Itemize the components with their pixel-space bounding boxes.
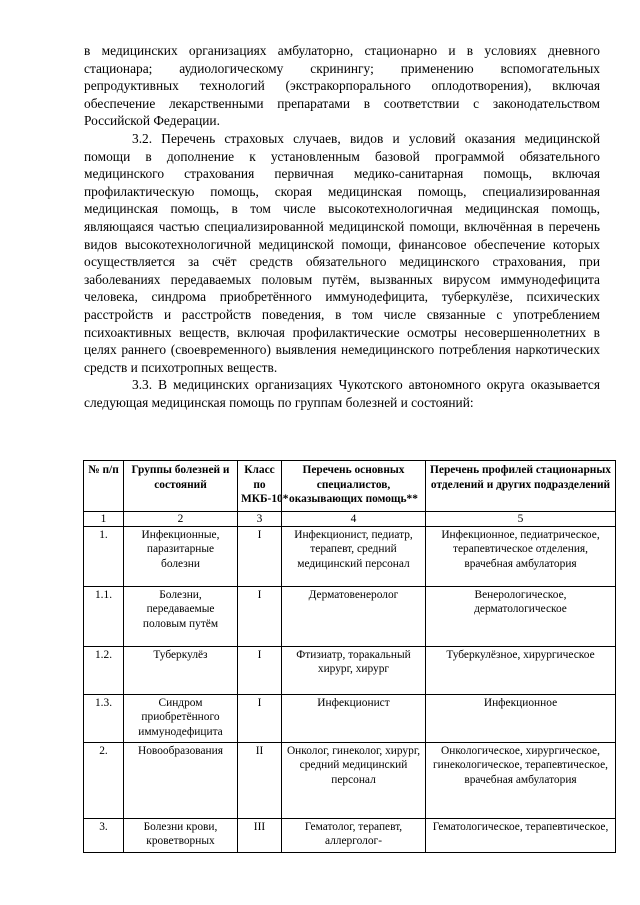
table-row bbox=[84, 742, 616, 818]
row-class: I bbox=[238, 646, 282, 694]
paragraph-continuation: в медицинских организациях амбулаторно, стационарно и в условиях дневного стационара; аудиологическому скринингу; применению вспомогательных репродуктивных технологий (экстракорпорального оплодотворения), включая обеспечение лекарственными препаратами в соответствии с законодательством Российской Федерации. bbox=[84, 43, 600, 129]
paragraph-3-3: 3.3. В медицинских организациях Чукотского автономного округа оказывается следующая медицинская помощь по группам болезней и состояний: bbox=[84, 377, 600, 410]
row-class: II bbox=[238, 742, 282, 818]
row-specialists: Фтизиатр, торакальный хирург, хирург bbox=[282, 646, 426, 694]
paragraph-3-2: 3.2. Перечень страховых случаев, видов и условий оказания медицинской помощи в дополнение к установленным базовой программой обязательного медицинского страхования первичная медико-санитарная помощь, включая профилактическую помощь, скорая медицинская помощь, специализированная медицинская помощь, в том числе высокотехнологичная медицинская помощь, являющаяся частью специализированной медицинской помощи, включённая в перечень видов высокотехнологичной медицинской помощи, финансовое обеспечение которых осуществляется за счёт средств обязательного медицинского страхования, при заболеваниях передаваемых половым путём, вызванных вирусом иммунодефицита человека, синдрома приобретённого иммунодефицита, туберкулёзе, психических расстройств и расстройств поведения, в том числе связанные с употреблением психоактивных веществ, включая профилактические осмотры несовершеннолетних в целях раннего (своевременного) выявления немедицинского потребления наркотических средств и психотропных веществ. bbox=[84, 130, 600, 375]
row-specialists: Онколог, гинеколог, хирург, средний медицинский персонал bbox=[282, 742, 426, 818]
table-row bbox=[84, 526, 616, 586]
column-number: 1 bbox=[84, 511, 124, 526]
row-group: Болезни крови, кроветворных bbox=[124, 818, 238, 852]
row-class: III bbox=[238, 818, 282, 852]
row-profiles: Инфекционное bbox=[426, 694, 616, 742]
row-class: I bbox=[238, 694, 282, 742]
row-profiles: Венерологическое, дерматологическое bbox=[426, 586, 616, 646]
row-profiles: Гематологическое, терапевтическое, bbox=[426, 818, 616, 852]
column-number-row bbox=[84, 511, 616, 526]
row-number: 2. bbox=[84, 742, 124, 818]
row-group: Туберкулёз bbox=[124, 646, 238, 694]
row-specialists: Дерматовенеролог bbox=[282, 586, 426, 646]
row-number: 1.3. bbox=[84, 694, 124, 742]
row-group: Болезни, передаваемые половым путём bbox=[124, 586, 238, 646]
header-specialists: Перечень основных специалистов, оказывающих помощь** bbox=[282, 461, 426, 512]
row-specialists: Инфекционист bbox=[282, 694, 426, 742]
row-profiles: Инфекционное, педиатрическое, терапевтическое отделения, врачебная амбулатория bbox=[426, 526, 616, 586]
row-class: I bbox=[238, 586, 282, 646]
header-disease-groups: Группы болезней и состояний bbox=[124, 461, 238, 512]
row-number: 1.2. bbox=[84, 646, 124, 694]
column-number: 5 bbox=[426, 511, 616, 526]
row-number: 3. bbox=[84, 818, 124, 852]
header-icd-class: Класс по МКБ-10* bbox=[238, 461, 282, 512]
table-row bbox=[84, 646, 616, 694]
row-number: 1.1. bbox=[84, 586, 124, 646]
row-profiles: Туберкулёзное, хирургическое bbox=[426, 646, 616, 694]
table-header-row bbox=[84, 461, 616, 512]
row-specialists: Инфекционист, педиатр, терапевт, средний медицинский персонал bbox=[282, 526, 426, 586]
table-row bbox=[84, 818, 616, 852]
row-group: Инфекционные, паразитарные болезни bbox=[124, 526, 238, 586]
row-group: Новообразования bbox=[124, 742, 238, 818]
row-class: I bbox=[238, 526, 282, 586]
document-page bbox=[84, 42, 600, 411]
column-number: 4 bbox=[282, 511, 426, 526]
row-number: 1. bbox=[84, 526, 124, 586]
table-row bbox=[84, 694, 616, 742]
header-number: № п/п bbox=[84, 461, 124, 512]
disease-groups-table bbox=[83, 460, 616, 853]
row-group: Синдром приобретённого иммунодефицита bbox=[124, 694, 238, 742]
row-specialists: Гематолог, терапевт, аллерголог- bbox=[282, 818, 426, 852]
table-row bbox=[84, 586, 616, 646]
column-number: 3 bbox=[238, 511, 282, 526]
row-profiles: Онкологическое, хирургическое, гинекологическое, терапевтическое, врачебная амбулатория bbox=[426, 742, 616, 818]
header-department-profiles: Перечень профилей стационарных отделений и других подразделений bbox=[426, 461, 616, 512]
column-number: 2 bbox=[124, 511, 238, 526]
